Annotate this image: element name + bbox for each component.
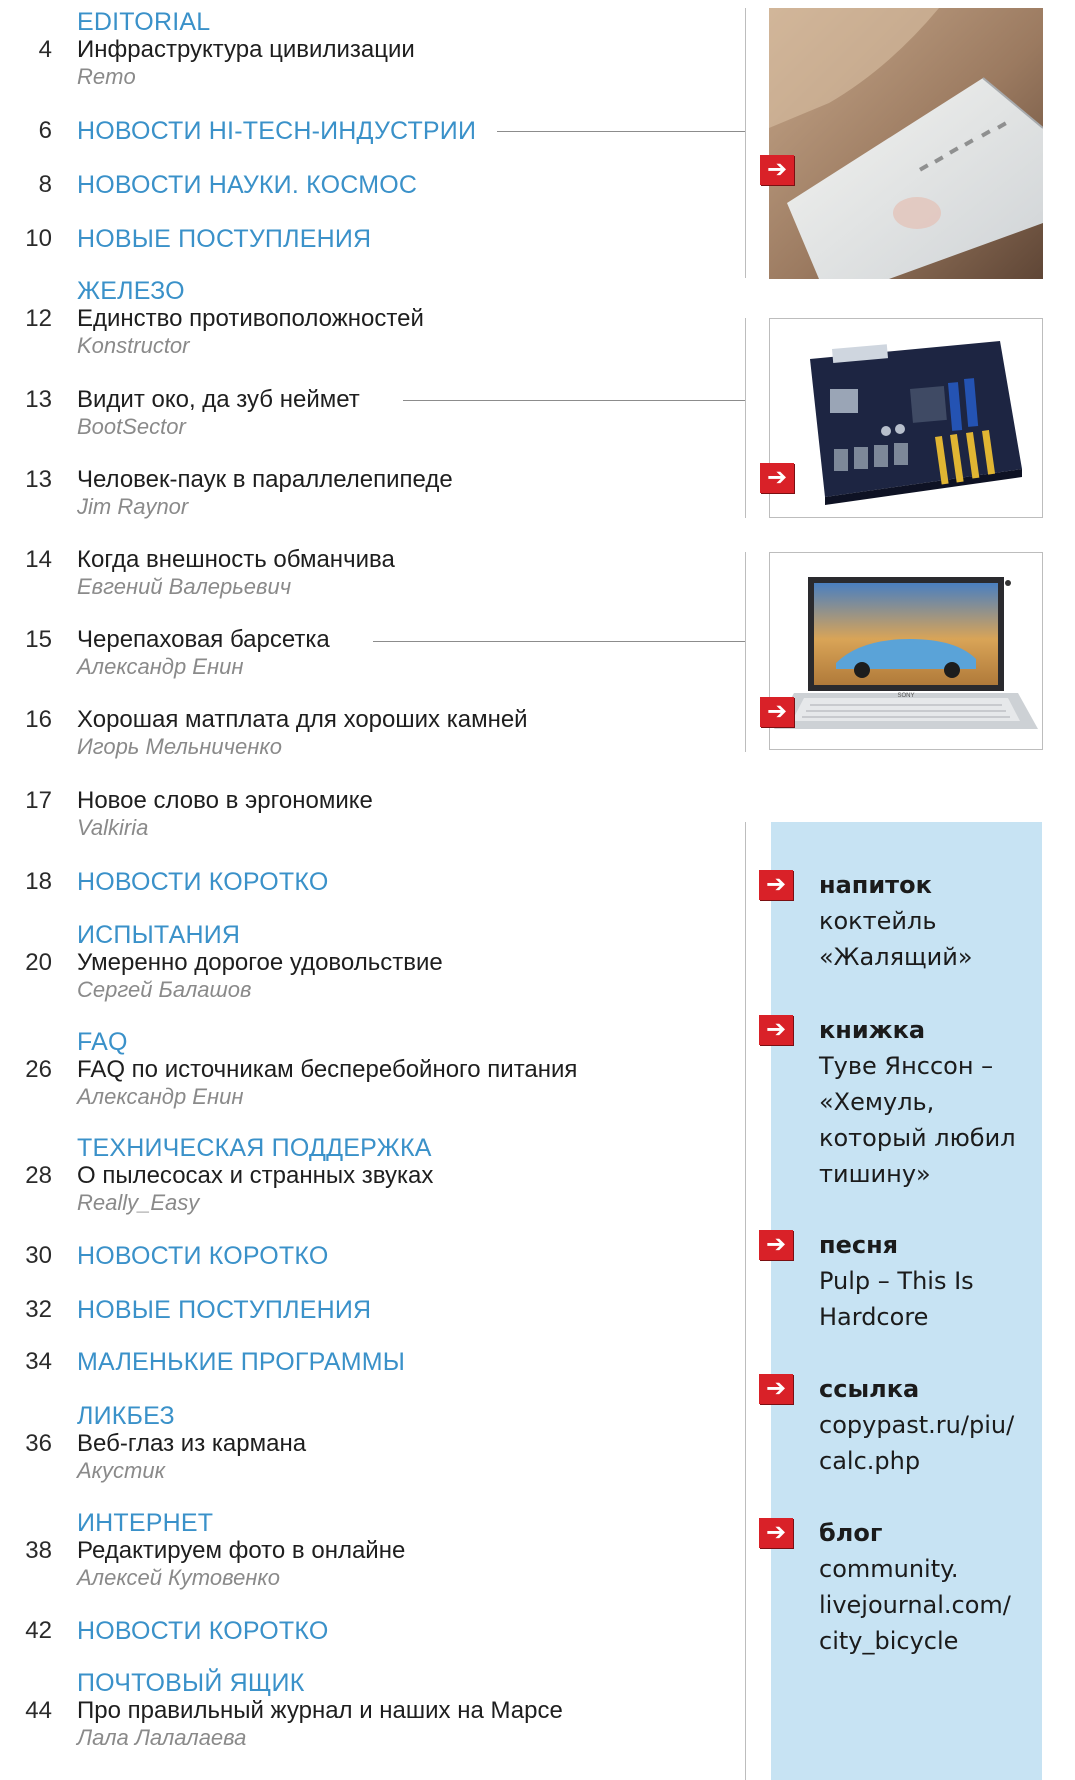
sidebar-item-label: напиток bbox=[819, 871, 932, 899]
text-line: который любил bbox=[819, 1124, 1016, 1152]
toc-article-title[interactable]: Хорошая матплата для хороших камней bbox=[77, 706, 528, 733]
toc-article-title[interactable]: Когда внешность обманчива bbox=[77, 546, 395, 573]
toc-article-title[interactable]: Веб-глаз из кармана bbox=[77, 1430, 307, 1457]
toc-page-number: 13 bbox=[25, 386, 52, 413]
motherboard-photo bbox=[769, 318, 1043, 518]
credit-card-photo bbox=[769, 8, 1043, 279]
toc-section-label: ТЕХНИЧЕСКАЯ ПОДДЕРЖКА bbox=[77, 1134, 432, 1162]
toc-section-title[interactable]: МАЛЕНЬКИЕ ПРОГРАММЫ bbox=[77, 1348, 406, 1376]
toc-article-title[interactable]: Единство противоположностей bbox=[77, 305, 424, 332]
toc-author: Remo bbox=[77, 64, 136, 89]
toc-page-number: 38 bbox=[25, 1537, 52, 1564]
toc-section-title[interactable]: НОВЫЕ ПОСТУПЛЕНИЯ bbox=[77, 1296, 372, 1324]
toc-article-title[interactable]: Видит око, да зуб неймет bbox=[77, 386, 360, 413]
toc-author: Лала Лалалаева bbox=[77, 1725, 247, 1750]
credit-card-illustration bbox=[769, 8, 1043, 279]
toc-author: Александр Енин bbox=[77, 1084, 244, 1109]
text-line: Hardcore bbox=[819, 1303, 929, 1331]
toc-page-number: 36 bbox=[25, 1430, 52, 1457]
toc-section-label: ЖЕЛЕЗО bbox=[77, 277, 185, 305]
sidebar-item-label: книжка bbox=[819, 1016, 926, 1044]
column-divider bbox=[745, 822, 746, 1780]
toc-section-label: FAQ bbox=[77, 1028, 128, 1056]
toc-author: Игорь Мельниченко bbox=[77, 734, 282, 759]
motherboard-illustration bbox=[770, 319, 1042, 517]
toc-article-title[interactable]: Умеренно дорогое удовольствие bbox=[77, 949, 443, 976]
arrow-right-icon[interactable]: ➔ bbox=[760, 463, 794, 493]
text-line[interactable]: community. bbox=[819, 1555, 959, 1583]
toc-page-number: 34 bbox=[25, 1348, 52, 1375]
toc-page-number: 30 bbox=[25, 1242, 52, 1269]
toc-author: BootSector bbox=[77, 414, 186, 439]
sidebar-item-text bbox=[819, 1263, 1039, 1335]
toc-page-number: 44 bbox=[25, 1697, 52, 1724]
toc-author: Акустик bbox=[77, 1458, 166, 1483]
toc-page-number: 26 bbox=[25, 1056, 52, 1083]
text-line[interactable]: city_bicycle bbox=[819, 1627, 959, 1655]
toc-section-title[interactable]: НОВОСТИ КОРОТКО bbox=[77, 1617, 329, 1645]
toc-article-title[interactable]: Черепаховая барсетка bbox=[77, 626, 330, 653]
sidebar-item-text[interactable] bbox=[819, 1407, 1039, 1479]
toc-section-title[interactable]: НОВОСТИ КОРОТКО bbox=[77, 868, 329, 896]
sidebar-item-label: ссылка bbox=[819, 1375, 920, 1403]
toc-page-number: 13 bbox=[25, 466, 52, 493]
sidebar-item-text bbox=[819, 903, 1039, 975]
arrow-right-icon: ➔ bbox=[759, 1015, 793, 1045]
leader-line bbox=[403, 400, 745, 401]
column-divider bbox=[745, 552, 746, 752]
toc-author: Александр Енин bbox=[77, 654, 244, 679]
sidebar-item-label: песня bbox=[819, 1231, 899, 1259]
arrow-right-icon: ➔ bbox=[759, 1518, 793, 1548]
leader-line bbox=[373, 641, 745, 642]
toc-article-title[interactable]: Человек-паук в параллелепипеде bbox=[77, 466, 453, 493]
text-line: «Хемуль, bbox=[819, 1088, 935, 1116]
toc-page-number: 12 bbox=[25, 305, 52, 332]
laptop-brand: SONY bbox=[897, 693, 915, 699]
laptop-illustration bbox=[770, 553, 1042, 749]
toc-page-number: 32 bbox=[25, 1296, 52, 1323]
column-divider bbox=[745, 318, 746, 518]
toc-page-number: 28 bbox=[25, 1162, 52, 1189]
toc-article-title[interactable]: О пылесосах и странных звуках bbox=[77, 1162, 434, 1189]
toc-page-number: 20 bbox=[25, 949, 52, 976]
toc-author: Konstructor bbox=[77, 333, 190, 358]
text-line: Pulp – This Is bbox=[819, 1267, 974, 1295]
text-line[interactable]: calc.php bbox=[819, 1447, 921, 1475]
toc-section-title[interactable]: НОВЫЕ ПОСТУПЛЕНИЯ bbox=[77, 225, 372, 253]
toc-author: Сергей Балашов bbox=[77, 977, 252, 1002]
toc-page-number: 17 bbox=[25, 787, 52, 814]
toc-section-label: ИНТЕРНЕТ bbox=[77, 1509, 214, 1537]
toc-author: Valkiria bbox=[77, 815, 149, 840]
toc-article-title[interactable]: FAQ по источникам бесперебойного питания bbox=[77, 1056, 578, 1083]
text-line: Туве Янссон – bbox=[819, 1052, 994, 1080]
sidebar-item-text[interactable] bbox=[819, 1551, 1039, 1659]
toc-page-number: 10 bbox=[25, 225, 52, 252]
toc-page-number: 42 bbox=[25, 1617, 52, 1644]
toc-page-number: 8 bbox=[38, 171, 52, 198]
text-line: «Жалящий» bbox=[819, 943, 973, 971]
toc-article-title[interactable]: Редактируем фото в онлайне bbox=[77, 1537, 406, 1564]
toc-page-number: 18 bbox=[25, 868, 52, 895]
sidebar-item-text bbox=[819, 1048, 1039, 1192]
arrow-right-icon: ➔ bbox=[759, 870, 793, 900]
text-line: коктейль bbox=[819, 907, 937, 935]
toc-section-label: ПОЧТОВЫЙ ЯЩИК bbox=[77, 1669, 305, 1697]
arrow-right-icon: ➔ bbox=[759, 1230, 793, 1260]
recommendations-sidebar bbox=[765, 822, 1042, 1780]
arrow-right-icon: ➔ bbox=[759, 1374, 793, 1404]
text-line: тишину» bbox=[819, 1160, 931, 1188]
toc-page-number: 16 bbox=[25, 706, 52, 733]
toc-section-label: ИСПЫТАНИЯ bbox=[77, 921, 241, 949]
toc-section-title[interactable]: НОВОСТИ HI-ТЕCH-ИНДУСТРИИ bbox=[77, 117, 477, 145]
toc-author: Евгений Валерьевич bbox=[77, 574, 292, 599]
laptop-photo bbox=[769, 552, 1043, 750]
toc-author: Алексей Кутовенко bbox=[77, 1565, 281, 1590]
arrow-right-icon[interactable]: ➔ bbox=[760, 155, 794, 185]
column-divider bbox=[745, 8, 746, 278]
toc-section-title[interactable]: НОВОСТИ КОРОТКО bbox=[77, 1242, 329, 1270]
toc-section-title[interactable]: НОВОСТИ НАУКИ. КОСМОС bbox=[77, 171, 418, 199]
sidebar-item-label: блог bbox=[819, 1519, 883, 1547]
toc-article-title[interactable]: Инфраструктура цивилизации bbox=[77, 36, 415, 63]
text-line[interactable]: livejournal.com/ bbox=[819, 1591, 1011, 1619]
toc-page-number: 14 bbox=[25, 546, 52, 573]
leader-line bbox=[497, 131, 745, 132]
toc-page-number: 4 bbox=[38, 36, 52, 63]
toc-section-label: ЛИКБЕЗ bbox=[77, 1402, 175, 1430]
toc-page-number: 6 bbox=[38, 117, 52, 144]
toc-author: Really_Easy bbox=[77, 1190, 200, 1215]
toc-article-title[interactable]: Новое слово в эргономике bbox=[77, 787, 373, 814]
text-line[interactable]: copypast.ru/piu/ bbox=[819, 1411, 1015, 1439]
toc-page-number: 15 bbox=[25, 626, 52, 653]
toc-article-title[interactable]: Про правильный журнал и наших на Марсе bbox=[77, 1697, 563, 1724]
toc-author: Jim Raynor bbox=[77, 494, 189, 519]
toc-section-label: EDITORIAL bbox=[77, 8, 211, 36]
arrow-right-icon[interactable]: ➔ bbox=[760, 697, 794, 727]
